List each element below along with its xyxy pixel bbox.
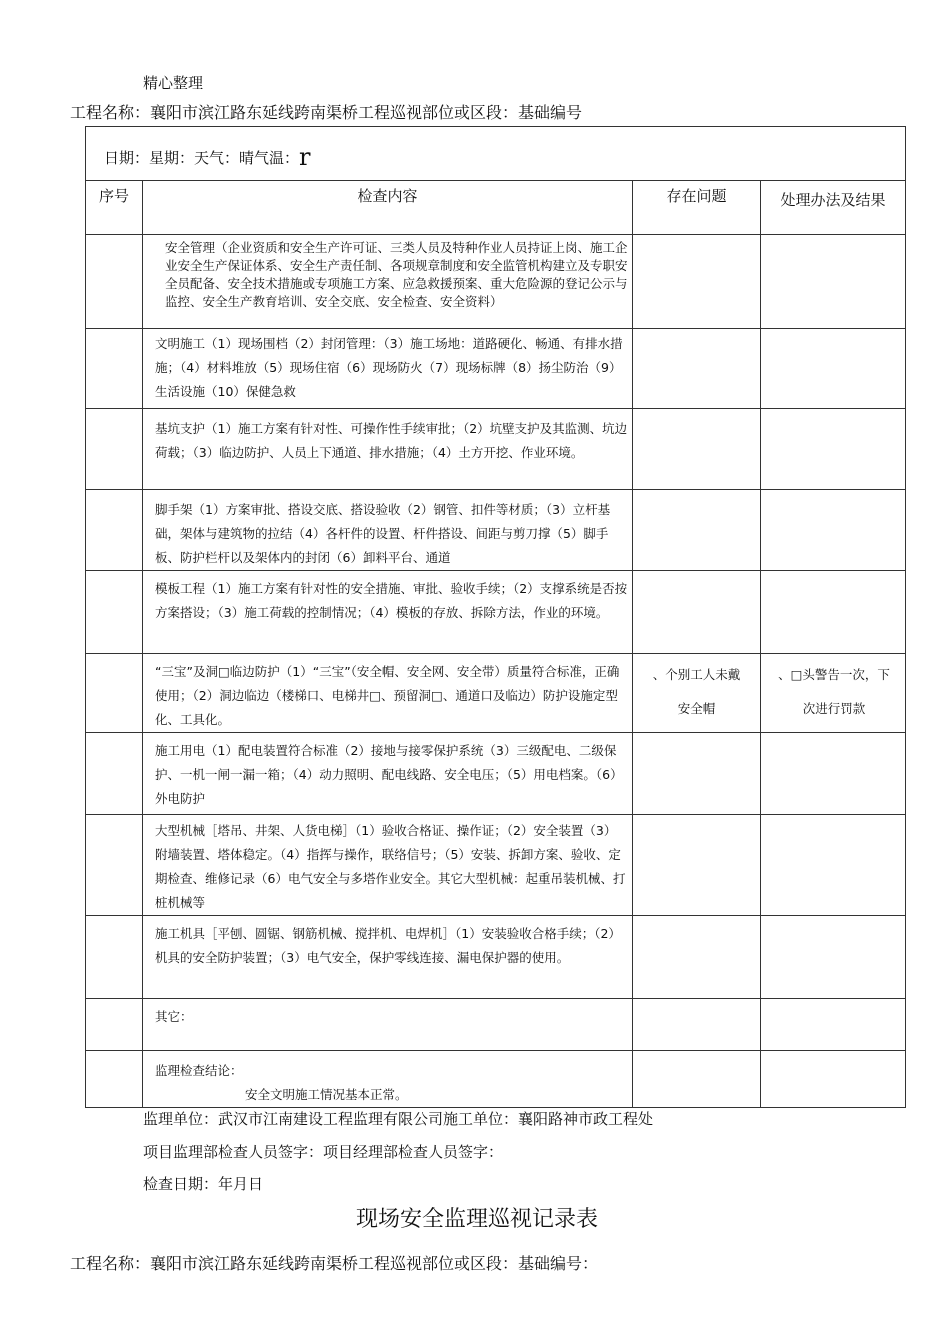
inspection-table — [85, 126, 906, 1108]
table-row — [86, 235, 906, 329]
row-result — [761, 571, 906, 654]
column-header-result: 处理办法及结果 — [761, 181, 906, 235]
row-index-cell — [86, 916, 143, 999]
table-row — [86, 654, 906, 733]
next-project-line: 工程名称：襄阳市滨江路东延线跨南渠桥工程巡视部位或区段：基础编号： — [70, 1254, 599, 1273]
table-row — [86, 329, 906, 409]
table-row — [86, 999, 906, 1051]
row-index-cell — [86, 235, 143, 329]
row-result — [761, 329, 906, 409]
column-header-issue: 存在问题 — [633, 181, 761, 235]
column-header-index: 序号 — [86, 181, 143, 235]
row-content: 大型机械［塔吊、井架、人货电梯］（1）验收合格证、操作证；（2）安全装置（3）附墙装置、塔体稳定。（4）指挥与操作，联络信号；（5）安装、拆卸方案、验收、定期检查、维修记录（6）电气安全与多塔作业安全。其它大型机械：起重吊装机械、打桩机械等 — [143, 815, 633, 916]
row-index-cell — [86, 1051, 143, 1108]
row-index-cell — [86, 999, 143, 1051]
row-index-cell — [86, 329, 143, 409]
conclusion-cell — [143, 1051, 633, 1108]
row-result: 、□头警告一次，下次进行罚款 — [761, 654, 906, 733]
table-row — [86, 571, 906, 654]
row-result — [761, 733, 906, 815]
row-index-cell — [86, 733, 143, 815]
project-line: 工程名称：襄阳市滨江路东延线跨南渠桥工程巡视部位或区段：基础编号 — [70, 103, 583, 122]
date-weather-cell — [86, 127, 906, 181]
row-index-cell — [86, 654, 143, 733]
row-issue — [633, 733, 761, 815]
row-result — [761, 235, 906, 329]
row-issue — [633, 409, 761, 490]
row-content: 脚手架（1）方案审批、搭设交底、搭设验收（2）钢管、扣件等材质；（3）立杆基础，架体与建筑物的拉结（4）各杆件的设置、杆件搭设、间距与剪刀撑（5）脚手板、防护栏杆以及架体内的封闭（6）卸料平台、通道 — [143, 490, 633, 571]
row-content: 模板工程（1）施工方案有针对性的安全措施、审批、验收手续；（2）支撑系统是否按方案搭设；（3）施工荷载的控制情况；（4）模板的存放、拆除方法，作业的环境。 — [143, 571, 633, 654]
row-index-cell — [86, 571, 143, 654]
row-content: 施工机具［平刨、圆锯、钢筋机械、搅拌机、电焊机］（1）安装验收合格手续；（2）机具的安全防护装置；（3）电气安全，保护零线连接、漏电保护器的使用。 — [143, 916, 633, 999]
conclusion-row — [86, 1051, 906, 1108]
row-content: 文明施工（1）现场围档（2）封闭管理：（3）施工场地：道路硬化、畅通、有排水措施；（4）材料堆放（5）现场住宿（6）现场防火（7）现场标牌（8）扬尘防治（9）生活设施（10）保健急救 — [143, 329, 633, 409]
row-index-cell — [86, 409, 143, 490]
row-index-cell — [86, 815, 143, 916]
row-issue — [633, 815, 761, 916]
row-content: 其它： — [143, 999, 633, 1051]
column-header-content: 检查内容 — [143, 181, 633, 235]
row-content: “三宝”及洞□临边防护（1）“三宝”（安全帽、安全网、安全带）质量符合标准，正确使用；（2）洞边临边（楼梯口、电梯井□、预留洞□、通道口及临边）防护设施定型化、工具化。 — [143, 654, 633, 733]
date-line: 日期：星期：天气：晴气温： — [104, 149, 300, 167]
row-content: 基坑支护（1）施工方案有针对性、可操作性手续审批；（2）坑壁支护及其监测、坑边荷载；（3）临边防护、人员上下通道、排水措施；（4）土方开挖、作业环境。 — [143, 409, 633, 490]
row-issue — [633, 999, 761, 1051]
table-row — [86, 733, 906, 815]
row-issue — [633, 235, 761, 329]
row-issue — [633, 916, 761, 999]
row-result — [761, 409, 906, 490]
row-issue: 、个别工人未戴安全帽 — [633, 654, 761, 733]
row-issue — [633, 490, 761, 571]
table-row — [86, 815, 906, 916]
top-note: 精心整理 — [143, 74, 204, 92]
row-result — [761, 916, 906, 999]
inspection-date: 检查日期：年月日 — [143, 1175, 264, 1193]
conclusion-text: 安全文明施工情况基本正常。 — [245, 1087, 408, 1102]
row-content: 安全管理（企业资质和安全生产许可证、三类人员及特种作业人员持证上岗、施工企业安全生产保证体系、安全生产责任制、各项规章制度和安全监管机构建立及专职安全员配备、安全技术措施或专项施工方案、应急救援预案、重大危险源的登记公示与监控、安全生产教育培训、安全交底、安全检查、安全资料） — [143, 235, 633, 329]
row-content: 施工用电（1）配电装置符合标准（2）接地与接零保护系统（3）三级配电、二级保护、一机一闸一漏一箱；（4）动力照明、配电线路、安全电压；（5）用电档案。（6）外电防护 — [143, 733, 633, 815]
conclusion-label: 监理检查结论： — [155, 1063, 243, 1078]
row-index-cell — [86, 490, 143, 571]
supervision-units: 监理单位：武汉市江南建设工程监理有限公司施工单位：襄阳路神市政工程处 — [143, 1110, 654, 1128]
temperature-unit: r — [299, 143, 311, 171]
row-issue — [633, 329, 761, 409]
table-row — [86, 490, 906, 571]
signature-line: 项目监理部检查人员签字：项目经理部检查人员签字： — [143, 1143, 504, 1161]
row-issue — [633, 1051, 761, 1108]
row-result — [761, 999, 906, 1051]
row-result — [761, 490, 906, 571]
row-result — [761, 1051, 906, 1108]
table-row — [86, 916, 906, 999]
table-row — [86, 409, 906, 490]
row-result — [761, 815, 906, 916]
row-issue — [633, 571, 761, 654]
page-title: 现场安全监理巡视记录表 — [356, 1207, 599, 1232]
